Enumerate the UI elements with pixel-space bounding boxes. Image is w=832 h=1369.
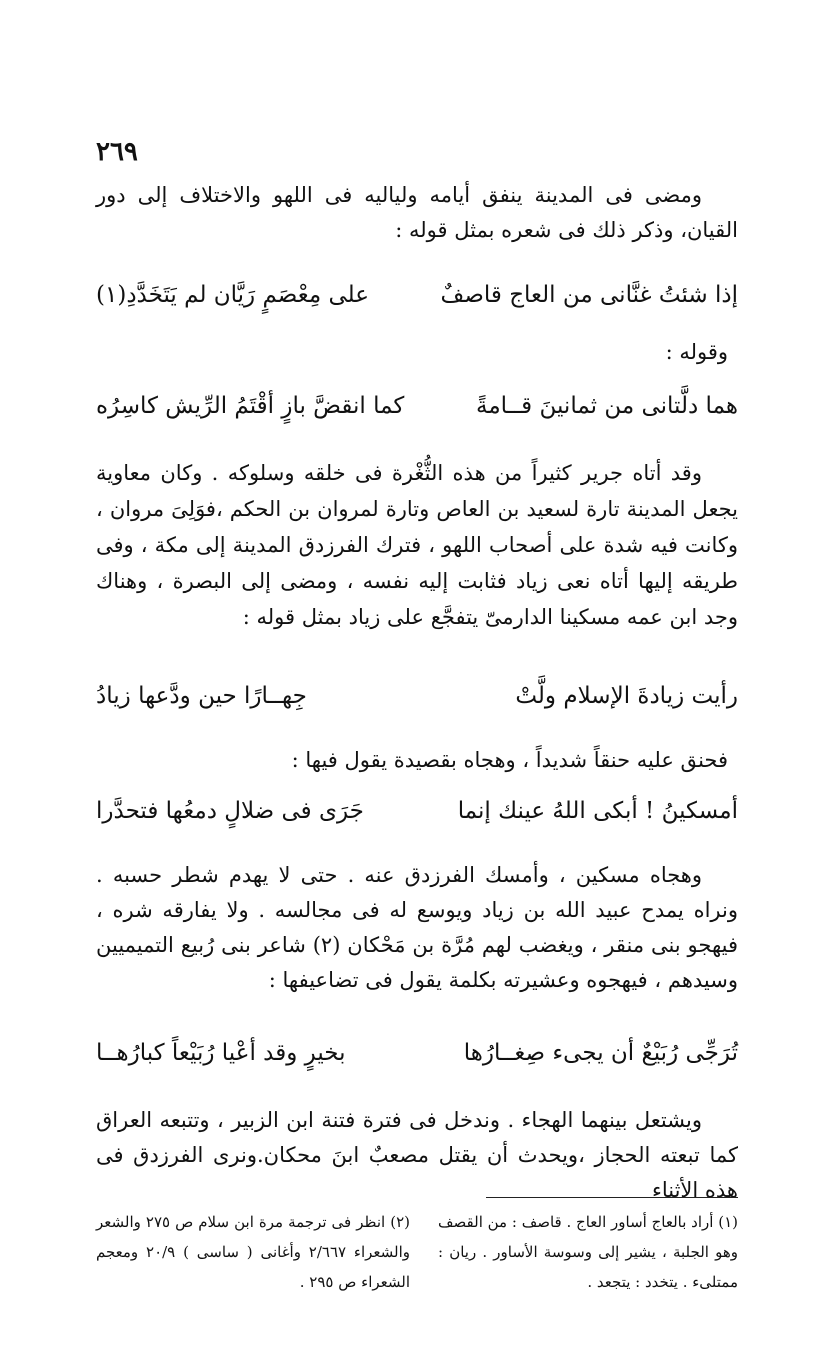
verse-5-second-hemistich: بخيرٍ وقد أعْيا رُبَيْعاً كبارُهــا	[96, 1040, 346, 1066]
footnote-1: (١) أراد بالعاج أساور العاج . قاصف : من القصف وهو الجلبة ، يشير إلى وسوسة الأساور . ريان : ممتلىء . يتخدد : يتجعد .	[438, 1213, 738, 1291]
verse-1	[96, 282, 738, 322]
verse-1-second-hemistich: على مِعْصَمٍ رَيَّان لم يَتَخَدَّدِ(١)	[96, 282, 369, 308]
paragraph-2: وقد أتاه جرير كثيراً من هذه الثُّغْرة فى خلقه وسلوكه . وكان معاوية يجعل المدينة تارة لسعيد بن العاص وتارة لمروان بن الحكم ،فوَلِىَ مروان ، وكانت فيه شدة على أصحاب اللهو ، فترك الفرزدق المدينة إلى مكة ، وفى طريقه إليها أتاه نعى زياد فثابت إليه نفسه ، ومضى إلى البصرة ، وهناك وجد ابن عمه مسكينا الدارمىّ يتفجَّع على زياد بمثل قوله :	[96, 461, 738, 629]
paragraph-4: وهجاه مسكين ، وأمسك الفرزدق عنه . حتى لا يهدم شطر حسبه . ونراه يمدح عبيد الله بن زياد ويوسع له فى مجالسه . ولا يفارقه شره ، فيهجو بنى منقر ، ويغضب لهم مُرَّة بن مَحْكان (٢) شاعر بنى رُبيع التميميين وسيدهم ، فيهجوه وعشيرته بكلمة يقول فى تضاعيفها :	[96, 863, 738, 992]
verse-2	[96, 393, 738, 433]
verse-4-first-hemistich: أمسكينُ ! أبكى اللهُ عينك إنما	[457, 798, 738, 824]
verse-1-first-hemistich: إذا شئتُ غنَّانى من العاج قاصفٌ	[440, 282, 738, 308]
verse-3-second-hemistich: جِهــارًا حين ودَّعها زيادُ	[96, 683, 307, 709]
footnote-2: (٢) انظر فى ترجمة مرة ابن سلام ص ٢٧٥ والشعر والشعراء ٢/٦٦٧ وأغانى ( ساسى ) ٢٠/٩ ومعجم الشعراء ص ٢٩٥ .	[96, 1213, 410, 1291]
paragraph-5: ويشتعل بينهما الهجاء . وندخل فى فترة فتنة ابن الزبير ، وتتبعه العراق كما تبعته الحجاز ،ويحدث أن يقتل مصعبٌ ابنَ محكان.ونرى الفرزدق فى هذه الأثناء	[96, 1108, 738, 1202]
page-number: ٢٦٩	[96, 137, 138, 167]
cue-wa-qawluhu: وقوله :	[665, 340, 728, 364]
verse-2-second-hemistich: كما انقضَّ بازٍ أقْتَمُ الرِّيش كاسِرُه	[96, 393, 405, 419]
paragraph-3: فحنق عليه حنقاً شديداً ، وهجاه بقصيدة يقول فيها :	[291, 748, 728, 772]
paragraph-1: ومضى فى المدينة ينفق أيامه ولياليه فى اللهو والاختلاف إلى دور القيان، وذكر ذلك فى شعره بمثل قوله :	[96, 183, 738, 242]
verse-3-first-hemistich: رأيت زيادةَ الإسلام ولَّتْ	[515, 683, 738, 709]
verse-5	[96, 1040, 738, 1080]
verse-4	[96, 798, 738, 838]
verse-4-second-hemistich: جَرَى فى ضلالٍ دمعُها فتحدَّرا	[96, 798, 364, 824]
verse-2-first-hemistich: هما دلَّتانى من ثمانينَ قــامةً	[476, 393, 738, 419]
verse-3	[96, 683, 738, 723]
verse-5-first-hemistich: تُرَجِّى رُبَيْعٌ أن يجىء صِغــارُها	[463, 1040, 738, 1066]
footnote-divider	[486, 1197, 738, 1198]
